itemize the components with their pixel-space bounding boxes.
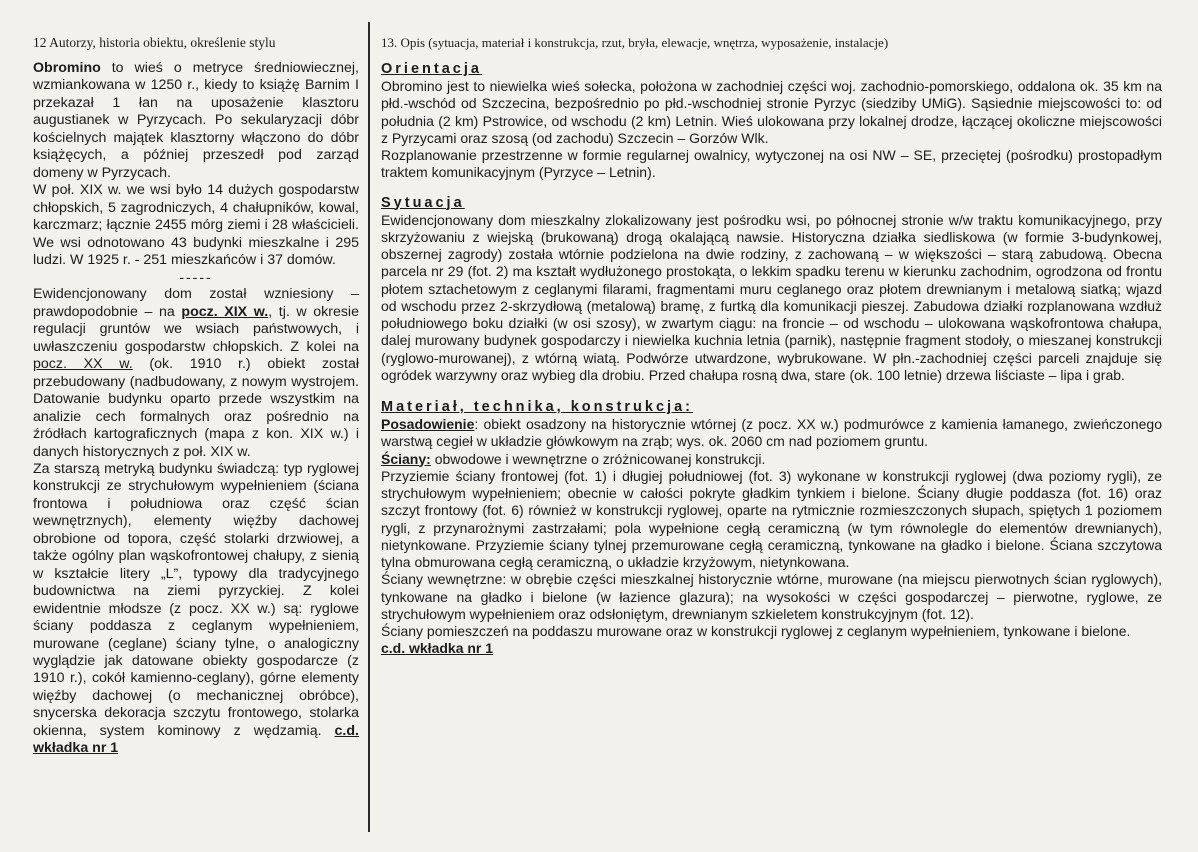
right-continuation-ref-line [381, 640, 1162, 657]
history-paragraph-1-text: to wieś o metryce średniowiecznej, wzmiankowana w 1250 r., kiedy to książę Barnim I przekazał 1 łan na uposażenie klasztoru augustianek w Pyrzycach. Po sekularyzacji dóbr kościelnych majątek klasztorny włączono do dóbr książęcych, a później przeszedł pod zarząd domeny w Pyrzycach. [33, 60, 359, 181]
spacer [381, 384, 1162, 398]
dating-paragraph [33, 286, 359, 461]
spacer [381, 182, 1162, 194]
sciany-intro [381, 451, 1162, 468]
section-separator: ----- [179, 269, 213, 286]
history-paragraph-2: W poł. XIX w. we wsi było 14 dużych gospodarstw chłopskich, 5 zagrodniczych, 4 chałupników, kowal, karczmarz; łącznie 2455 mórg ziemi i 28 właścicieli. We wsi odnotowano 43 budynki mieszkalne i 295 ludzi. W 1925 r. - 251 mieszkańców i 37 domów. [33, 182, 359, 268]
left-column [33, 34, 359, 758]
village-name: Obromino [33, 60, 101, 76]
posadowienie-label: Posadowienie [381, 416, 475, 432]
dating-text-c: (ok. 1910 r.) obiekt został przebudowany (nadbudowany, z nowym wystrojem. Datowanie budynku oparto przede wszystkim na analizie cech formalnych oraz pośrednio na źródłach kartograficznych (mapa z kon. XIX w.) i danych historycznych z poł. XIX w. [33, 356, 360, 460]
left-header: 12 Autorzy, historia obiektu, określenie stylu [33, 35, 276, 50]
orientacja-paragraph-1: Obromino jest to niewielka wieś sołecka, położona w zachodniej części woj. zachodnio-pomorskiego, oddalona ok. 35 km na płd.-wschód od Szczecina, bezpośrednio po płd.-wschodniej stronie Pyrzyc (siedziby UMiG). Sąsiednie miejscowości to: od południa (2 km) Pstrowice, od wschodu (2 km) Letnin. Wieś ulokowana przy lokalnej drodze, łączącej okoliczne miejscowości z Pyrzycami oraz szosą (od zachodu) Szczecin – Gorzów Wlk. [381, 78, 1162, 146]
sciany-paragraph-3: Ściany pomieszczeń na poddaszu murowane oraz w konstrukcji ryglowej z ceglanym wypełnieniem, tynkowane i bielone. [381, 623, 1131, 639]
column-divider [368, 22, 370, 832]
dating-text-b: , tj. w okresie regulacji gruntów we wsiach państwowych, i uwłaszczeniu gospodarstw chłopskich. Z kolei na [33, 303, 359, 355]
sytuacja-paragraph: Ewidencjonowany dom mieszkalny zlokalizowany jest pośrodku wsi, po północnej stronie w/w traktu komunikacyjnego, przy skrzyżowaniu z wiejską (brukowaną) drogą okalającą nawsie. Historyczna działka siedliskowa (w formie 3-budynkowej, obszernej zagrody) została wtórnie podzielona na dwie rodziny, z zachowaną – w większości – starą zabudową. Obecna parcela nr 29 (fot. 2) ma kształt wydłużonego prostokąta, o lekkim spadku terenu w kierunku zachodnim, ogrodzona od frontu płotem sztachetowym z ceglanymi filarami, fragmentami muru ceglanego oraz płotem drewnianym i metalową siatką; wjazd od wschodu przez 2-skrzydłową (metalową) bramę, z furtką dla komunikacji pieszej. Zabudowa działki rozplanowana wzdłuż południowego boku działki (w osi szosy), w zwartym ciągu: na froncie – od wschodu – ulokowana wąskofrontowa chałupa, dalej murowany budynek gospodarczy i niewielka kuchnia letnia (parnik), następnie fragment stodoły, o mieszanej konstrukcji (ryglowo-murowanej), z wtórną wiatą. Podwórze utwardzone, wybrukowane. W płn.-zachodniej części parceli znajduje się ogródek warzywny oraz wybieg dla drobiu. Przed chałupa rosną dwa, stare (ok. 100 letnie) drzewa liściaste – lipa i grab. [381, 211, 1162, 383]
heading-orientacja: Orientacja [381, 61, 482, 77]
evidence-text: Za starszą metryką budynku świadczą: typ ryglowej konstrukcji ze strychułowym wypełnieniem (ściana frontowa i południowa oraz część ścian wewnętrznych), elementy więźby dachowej obrobione od topora, część stolarki drzwiowej, a także ogólny plan wąskofrontowej chałupy, z sienią w kształcie litery „L”, typowy dla tradycyjnego budownictwa na ziemi pyrzyckiej. Z kolei ewidentnie młodsze (z pocz. XX w.) są: ryglowe ściany poddasza z ceglanym wypełnieniem, murowane (ceglane) ściany tylne, o analogiczny wyglądzie jak datowane obiekty gospodarcze (z 1910 r.), cokół kamienno-ceglany), górne elementy więźby dachowej (o mechanicznej obróbce), snycerska dekoracja szczytu frontowego, stolarka okienna, system kominowy z wędzamią. [33, 460, 359, 739]
left-continuation-ref: c.d. wkładka nr 1 [33, 722, 359, 757]
sciany-label: Ściany: [381, 450, 431, 467]
right-header: 13. Opis (sytuacja, materiał i konstrukcja, rzut, bryła, elewacje, wnętrza, wyposażenie, instalacje) [381, 35, 889, 50]
right-column [381, 34, 1162, 658]
right-continuation-ref: c.d. wkładka nr 1 [381, 640, 494, 657]
evidence-paragraph [33, 461, 359, 758]
sciany-paragraph-1: Przyziemie ściany frontowej (fot. 1) i długiej południowej (fot. 3) wykonane w konstrukcji ryglowej (dwa poziomy rygli), ze strychułowym wypełnieniem; obecnie w całości pokryte gładkim tynkiem i bielone. Ściany długie poddasza (fot. 16) oraz szczyt frontowy (fot. 6) również w konstrukcji ryglowej, oparte na rytmicznie rozmieszczonych słupach, spiętych 1 poziomem rygli, z przynarożnymi zastrzałami; pola wypełnione cegłą ceramiczną (w tym równolegle do elementów drewnianych), nietynkowane. Przyziemie ściany tylnej przemurowane cegłą ceramiczną, tynkowane na gładko i bielone. Ściana szczytowa tylna obmurowana cegłą ceramiczną, o układzie krzyżowym, nietynkowana. [381, 467, 1162, 570]
dating-text-a: Ewidencjonowany dom został wzniesiony – prawdopodobnie – na [33, 286, 359, 320]
heading-material: Materiał, technika, konstrukcja: [381, 399, 693, 415]
sciany-paragraph-2: Ściany wewnętrzne: w obrębie części mieszkalnej historycznie wtórne, murowane (na miejscu pierwotnych ścian ryglowych), tynkowane na gładko i bielone (w łazience glazura); na wysokości w części gospodarczej – pierwotne, ryglowe, ze strychułowym wypełnieniem oraz odsłoniętym, drewnianym szkieletem konstrukcyjnym (fot. 12). [381, 571, 1162, 622]
history-paragraph-1 [33, 60, 359, 182]
sciany-intro-text: obwodowe i wewnętrzne o zróżnicowanej konstrukcji. [430, 450, 766, 467]
posadowienie-text: : obiekt osadzony na historycznie wtórnej (z pocz. XX w.) podmurówce z kamienia łamanego, zwieńczonego warstwą cegieł w układzie główkowym na zrąb; wys. ok. 2060 cm nad poziomem gruntu. [381, 416, 1162, 450]
posadowienie-paragraph [381, 416, 1162, 451]
orientacja-paragraph-2: Rozplanowanie przestrzenne w formie regularnej owalnicy, wytyczonej na osi NW – SE, przeciętej (pośrodku) prostopadłym traktem komunikacyjnym (Pyrzyce – Letnin). [381, 147, 1162, 181]
dating-emphasis-1: pocz. XIX w. [181, 303, 269, 320]
heading-sytuacja: Sytuacja [381, 194, 465, 211]
dating-emphasis-2: pocz. XX w. [33, 356, 133, 373]
